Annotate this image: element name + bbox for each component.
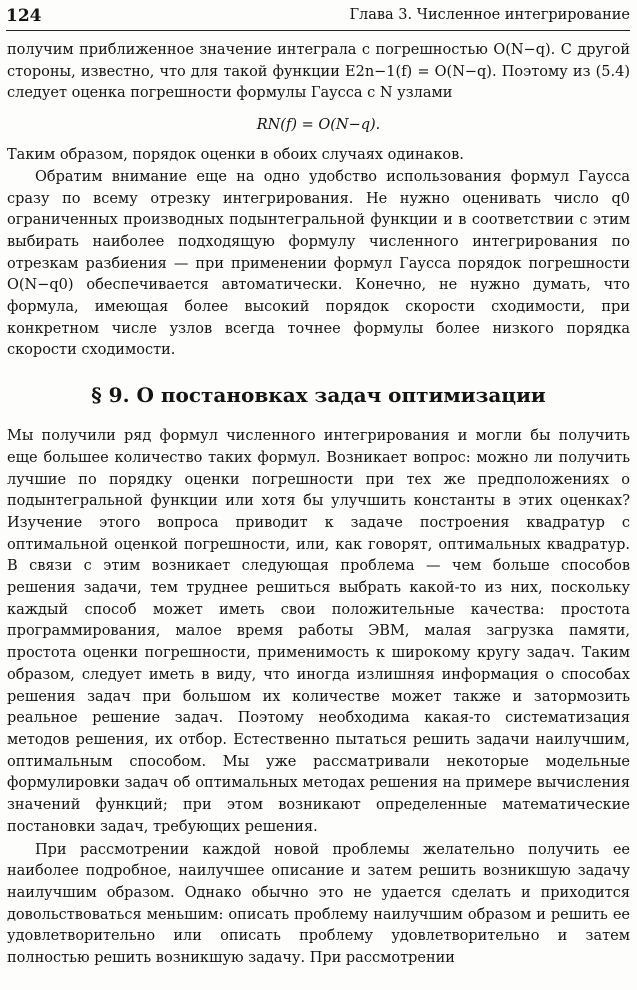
paragraph-section-intro: Мы получили ряд формул численного интегрирования и могли бы получить еще большее количество таких формул. Возникает вопрос: можно ли получить лучшие по порядку оценки погрешности при тех же предположениях о подынтегральной функции или хотя бы улучшить константы в этих оценках? Изучение этого вопроса приводит к задаче построения квадратур с оптимальной оценкой погрешности, или, как говорят, оптимальных квадратур. В связи с этим возникает следующая проблема — чем больше способов решения задачи, тем труднее решиться выбрать какой-то из них, поскольку каждый способ может иметь свои положительные качества: простота программирования, малое время работы ЭВМ, малая загрузка памяти, простота оценки погрешности, применимость к широкому кругу задач. Таким образом, следует иметь в виду, что иногда излишняя информация о способах решения задач при большом их количестве может также и затормозить реальное решение задач. Поэтому необходима какая-то систематизация методов решения, их отбор. Естественно пытаться решить задачи наилучшим, оптимальным способом. Мы уже рассматривали некоторые модельные формулировки задач об оптимальных методах решения на примере вычисления значений функций; при этом возникают определенные математические постановки задач, требующих решения. bbox=[7, 428, 630, 835]
page-body bbox=[7, 40, 630, 970]
paragraph-gauss-remark: Обратим внимание еще на одно удобство использования формул Гаусса сразу по всему отрезку интегрирования. Не нужно оценивать число q0 ограниченных производных подынтегральной функции и в соответствии с этим выбирать наиболее подходящую формулу численного интегрирования по отрезкам разбиения — при применении формул Гаусса порядок погрешности O(N−q0) обеспечивается автоматически. Конечно, не нужно думать, что формула, имеющая более высокий порядок скорости сходимости, при конкретном числе узлов всегда точнее формулы более низкого порядка скорости сходимости. bbox=[7, 168, 630, 359]
paragraph-continuation: получим приближенное значение интеграла с погрешностью O(N−q). С другой стороны, известно, что для такой функции E2n−1(f) = O(N−q). Поэтому из (5.4) следует оценка погрешности формулы Гаусса с N узлами bbox=[7, 42, 630, 102]
paragraph-problem-description: При рассмотрении каждой новой проблемы желательно получить ее наиболее подробное, наилучшее описание и затем решить возникшую задачу наилучшим образом. Однако обычно это не удается сделать и приходится довольствоваться меньшим: описать проблему наилучшим образом и решить ее удовлетворительно или описать проблему удовлетворительно и затем полностью решить возникшую задачу. При рассмотрении bbox=[7, 841, 630, 967]
page-number: 124 bbox=[6, 6, 42, 26]
section-title: § 9. О постановках задач оптимизации bbox=[91, 383, 546, 408]
display-formula: RN(f) = O(N−q). bbox=[256, 117, 381, 134]
page-header bbox=[6, 2, 630, 31]
running-head: Глава 3. Численное интегрирование bbox=[349, 7, 630, 23]
paragraph-conclusion: Таким образом, порядок оценки в обоих случаях одинаков. bbox=[7, 147, 464, 164]
